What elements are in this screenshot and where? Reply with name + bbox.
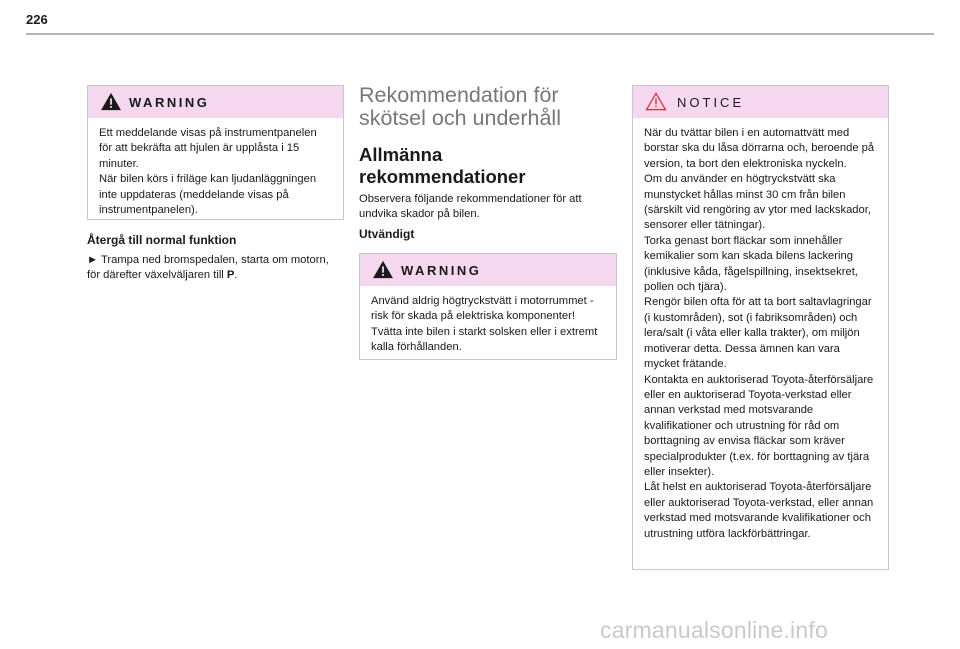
section-title: Allmänna rekommendationer — [359, 144, 526, 187]
notice-triangle-icon — [645, 92, 667, 111]
warning-body — [360, 286, 616, 366]
page-number: 226 — [26, 12, 48, 27]
instruction-prefix: ► Trampa ned bromspedalen, starta om motorn, för därefter växelväljaren till — [87, 254, 329, 282]
notice-title: NOTICE — [677, 95, 745, 110]
warning-header — [88, 86, 343, 118]
warning-paragraph: Ett meddelande visas på instrumentpanelen för att bekräfta att hjulen är upplåsta i 15 minuter. — [99, 127, 317, 170]
top-divider — [26, 33, 934, 35]
warning-box-wheels — [87, 85, 344, 220]
subheading-exterior: Utvändigt — [359, 227, 415, 241]
warning-paragraph: Tvätta inte bilen i starkt solsken eller i extremt kalla förhållanden. — [371, 325, 598, 354]
page-title: Rekommendation för skötsel och underhåll — [359, 83, 561, 130]
warning-title: WARNING — [401, 263, 482, 278]
subheading-normal-function: Återgå till normal funktion — [87, 233, 237, 247]
gear-position: P — [226, 269, 235, 282]
notice-paragraph: Om du använder en högtryckstvätt ska munstycket hållas minst 30 cm från bilen (särskilt vid rengöring av ytor med lackskador, sensorer eller tätningar). — [644, 173, 871, 232]
notice-paragraph: Rengör bilen ofta för att ta bort saltavlagringar (i kustområden), sot (i fabriksområden) och lera/salt (i våta eller kalla trakter), om miljön motiverar detta. Dessa ämnen kan vara mycket frätande. — [644, 296, 872, 371]
notice-paragraph: Kontakta en auktoriserad Toyota-återförsäljare eller en auktoriserad Toyota-verkstad eller annan verkstad med motsvarande kvalifikationer och utrustning för råd om borttagning av envisa fläckar som kräver specialprodukter (t.ex. för borttagning av tjära eller insekter). — [644, 373, 874, 478]
warning-box-washing — [359, 253, 617, 360]
notice-paragraph: Låt helst en auktoriserad Toyota-återförsäljare eller auktoriserad Toyota-verkstad, eller annan verkstad med motsvarande kvalifikationer och utrustning utföra lackförbättringar. — [644, 481, 874, 540]
notice-paragraph: När du tvättar bilen i en automattvätt med borstar ska du låsa dörrarna och, beroende på version, ta bort den elektroniska nyckeln. — [644, 127, 875, 170]
notice-paragraph: Torka genast bort fläckar som innehåller kemikalier som kan skada bilens lackering (inklusive kåda, fågelspillning, insektsekret, pollen och tjära). — [644, 234, 858, 294]
warning-triangle-icon — [372, 260, 394, 279]
notice-header — [633, 86, 888, 118]
instruction-suffix: . — [234, 269, 238, 282]
notice-body — [633, 118, 888, 552]
instruction-text — [87, 253, 342, 283]
warning-title: WARNING — [129, 95, 210, 110]
warning-triangle-icon — [100, 92, 122, 111]
warning-body — [88, 118, 343, 228]
intro-text: Observera följande rekommendationer för att undvika skador på bilen. — [359, 193, 582, 221]
warning-paragraph: När bilen körs i friläge kan ljudanläggningen inte uppdateras (meddelande visas på instrumentpanelen). — [99, 173, 317, 217]
warning-header — [360, 254, 616, 286]
warning-paragraph: Använd aldrig högtryckstvätt i motorrummet - risk för skada på elektriska komponenter! — [371, 295, 594, 323]
watermark: carmanualsonline.info — [600, 617, 828, 643]
notice-box — [632, 85, 889, 570]
